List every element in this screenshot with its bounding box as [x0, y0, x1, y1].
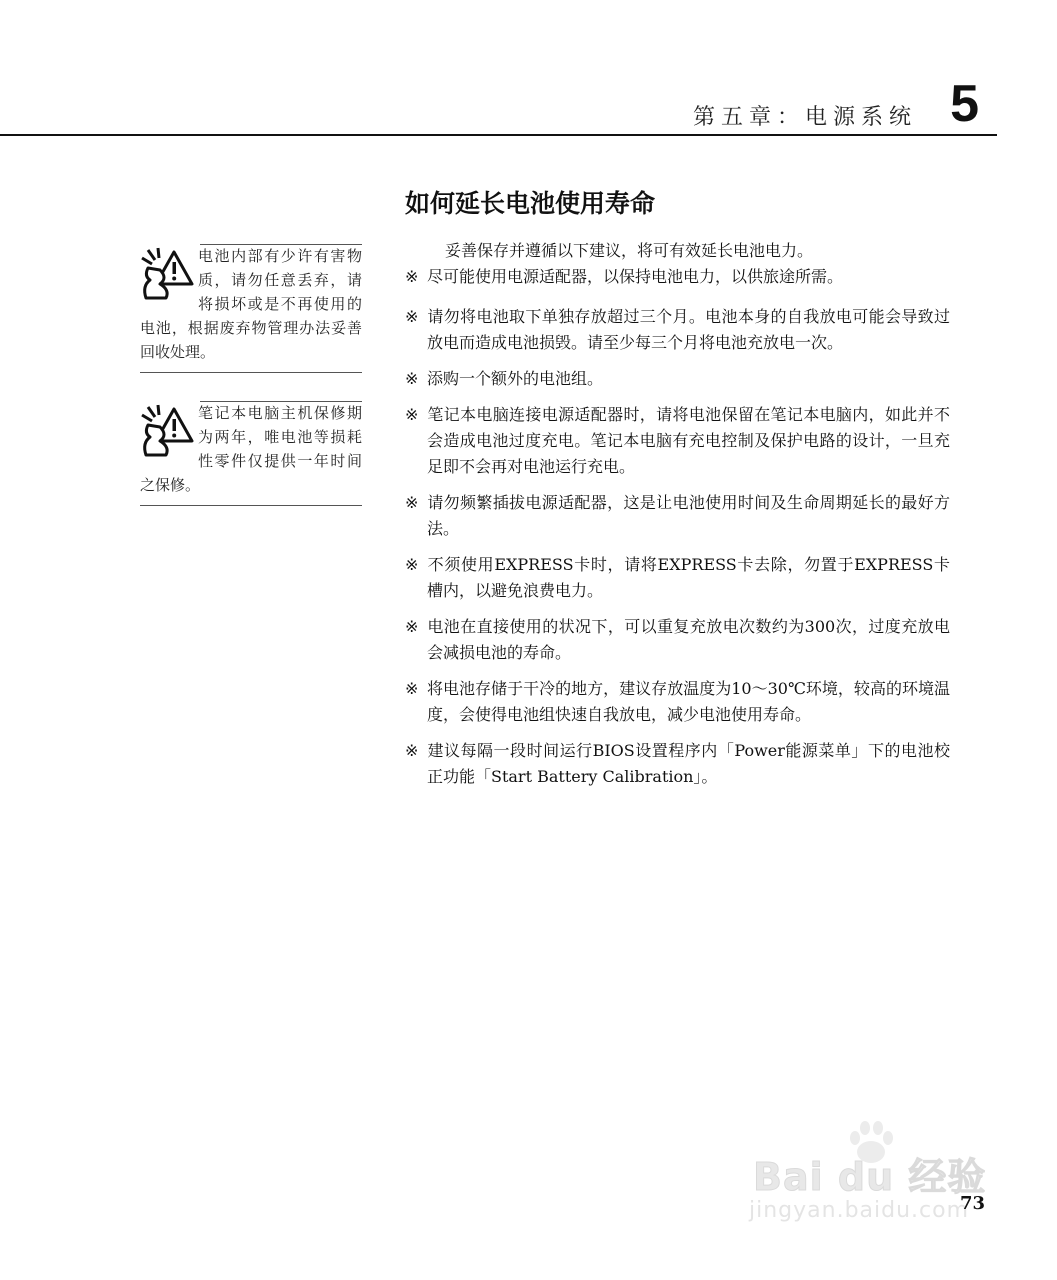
tip-text: 请勿频繁插拔电源适配器，这是让电池使用时间及生命周期延长的最好方法。: [427, 493, 950, 538]
list-item: [405, 552, 950, 604]
bullet-mark: ※: [405, 679, 419, 698]
warning-icon: [140, 403, 194, 459]
tip-text: 请勿将电池取下单独存放超过三个月。电池本身的自我放电可能会导致过放电而造成电池损毁。请至少每三个月将电池充放电一次。: [427, 307, 950, 352]
bullet-mark: ※: [405, 555, 419, 574]
tip-text: 笔记本电脑连接电源适配器时，请将电池保留在笔记本电脑内，如此并不会造成电池过度充电。笔记本电脑有充电控制及保护电路的设计，一旦充足即不会再对电池运行充电。: [427, 405, 950, 476]
bullet-mark: ※: [405, 369, 419, 388]
list-item: [405, 614, 950, 666]
header-rule: [0, 134, 997, 136]
section-title: 如何延长电池使用寿命: [405, 189, 656, 218]
main-content: [405, 184, 950, 800]
list-item: [405, 738, 950, 790]
tip-text: 添购一个额外的电池组。: [427, 369, 604, 388]
note-warranty: [140, 401, 362, 506]
note-text: 电池内部有少许有害物质，请勿任意丢弃，请将损坏或是不再使用的电池，根据废弃物管理办法妥善回收处理。: [140, 247, 362, 361]
note-text: 笔记本电脑主机保修期为两年，唯电池等损耗性零件仅提供一年时间之保修。: [140, 404, 362, 494]
note-battery-disposal: [140, 244, 362, 373]
page-header: [0, 0, 1057, 138]
list-item: [405, 402, 950, 480]
page-number: 73: [960, 1193, 986, 1214]
tips-list: [405, 264, 950, 790]
tip-text: 电池在直接使用的状况下，可以重复充放电次数约为300次，过度充放电会减损电池的寿命。: [427, 617, 950, 662]
list-item: [405, 676, 950, 728]
sidebar-notes: [140, 244, 362, 506]
list-item: [405, 366, 950, 392]
note-top-rule: [200, 244, 362, 245]
chapter-number: 5: [950, 75, 979, 133]
bullet-mark: ※: [405, 617, 419, 636]
tip-text: 建议每隔一段时间运行BIOS设置程序内「Power能源菜单」下的电池校正功能「Start Battery Calibration」。: [427, 741, 950, 786]
watermark-url: jingyan.baidu.com: [749, 1198, 970, 1223]
baidu-watermark: [745, 1118, 995, 1238]
tip-text: 不须使用EXPRESS卡时，请将EXPRESS卡去除，勿置于EXPRESS卡槽内，以避免浪费电力。: [427, 555, 950, 600]
warning-icon: [140, 246, 194, 302]
list-item: [405, 264, 950, 290]
note-divider: [140, 372, 362, 373]
note-top-rule: [200, 401, 362, 402]
bullet-mark: ※: [405, 405, 419, 424]
note-divider: [140, 505, 362, 506]
bullet-mark: ※: [405, 493, 419, 512]
bullet-mark: ※: [405, 307, 419, 326]
list-item: [405, 490, 950, 542]
intro-paragraph: 妥善保存并遵循以下建议，将可有效延长电池电力。: [445, 241, 814, 260]
bullet-mark: ※: [405, 741, 419, 760]
tip-text: 尽可能使用电源适配器，以保持电池电力，以供旅途所需。: [427, 267, 844, 286]
tip-text: 将电池存储于干冷的地方，建议存放温度为10～30℃环境，较高的环境温度，会使得电池组快速自我放电，减少电池使用寿命。: [427, 679, 950, 724]
bullet-mark: ※: [405, 267, 419, 286]
watermark-logo: Bai du 经验: [753, 1155, 987, 1199]
list-item: [405, 304, 950, 356]
chapter-title: 第五章：电源系统: [692, 105, 917, 130]
